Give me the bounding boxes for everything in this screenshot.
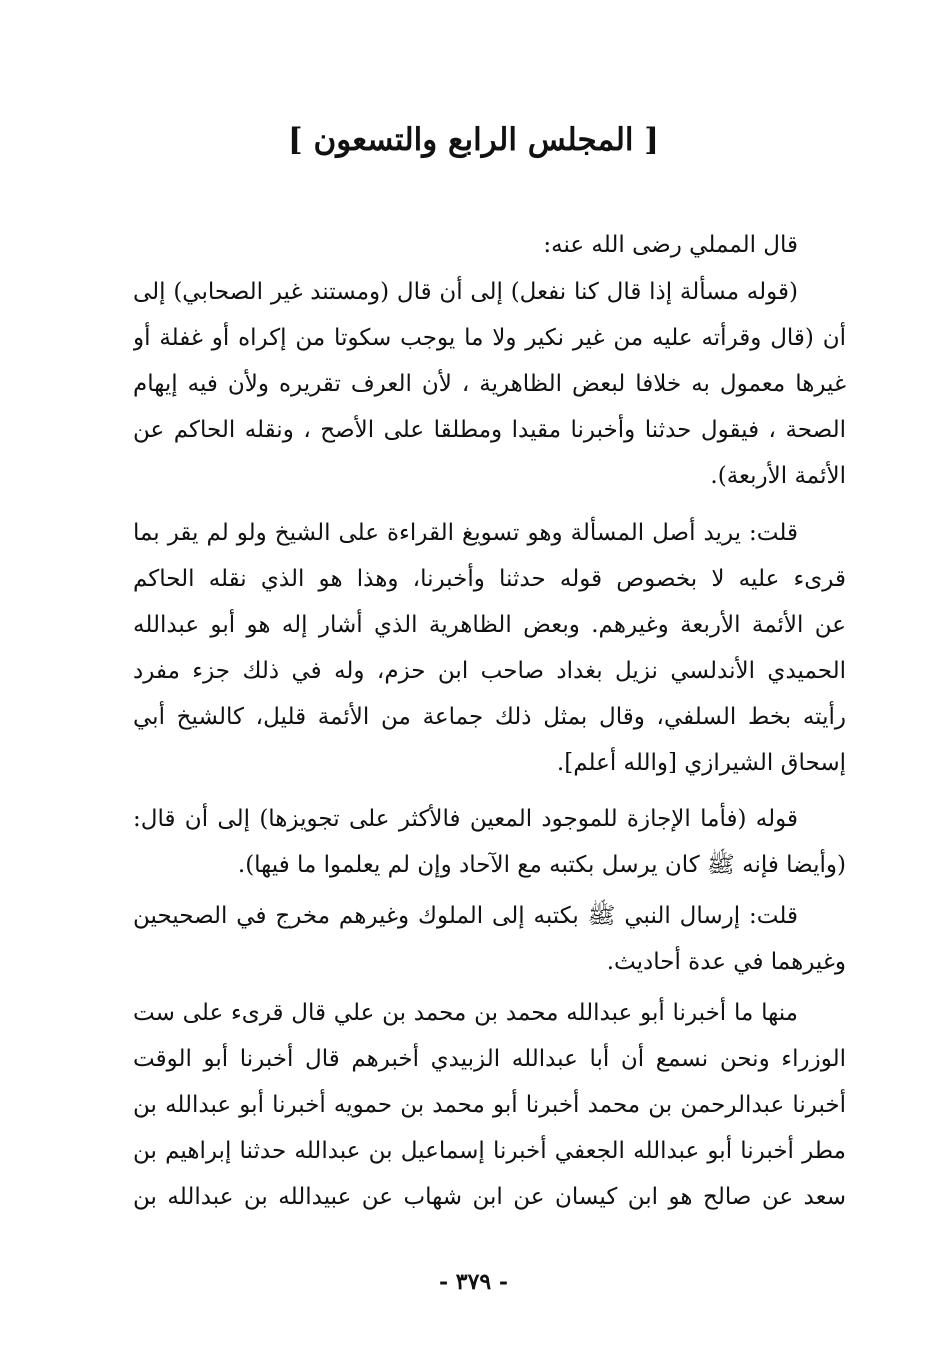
paragraph-commentary-2 <box>133 893 846 985</box>
text-line: الصحة ، فيقول حدثنا وأخبرنا مقيدا ومطلقا على الأصح ، ونقله الحاكم عن <box>133 417 846 443</box>
chapter-title: [ المجلس الرابع والتسعون ] <box>288 122 659 158</box>
text-line: منها ما أخبرنا أبو عبدالله محمد بن محمد بن علي قال قرىء على ست <box>133 1000 798 1026</box>
text-line: قرىء عليه لا بخصوص قوله حدثنا وأخبرنا، وهذا هو الذي نقله الحاكم <box>133 566 846 592</box>
text-line: قلت: إرسال النبي ﷺ بكتبه إلى الملوك وغيرهم مخرج في الصحيحين <box>133 903 798 929</box>
text-line: الحميدي الأندلسي نزيل بغداد صاحب ابن حزم، وله في ذلك جزء مفرد <box>133 658 846 684</box>
text-line: وغيرهما في عدة أحاديث. <box>606 949 846 975</box>
text-line: رأيته بخط السلفي، وقال بمثل ذلك جماعة من الأئمة قليل، كالشيخ أبي <box>133 704 846 730</box>
text-line: إسحاق الشيرازي [والله أعلم]. <box>556 750 846 776</box>
text-line: قال المملي رضى الله عنه: <box>543 232 798 258</box>
page-number: - ٣٧٩ - <box>438 1269 509 1295</box>
paragraph-hadith-chain <box>133 990 846 1220</box>
text-line: (وأيضا فإنه ﷺ كان يرسل بكتبه مع الآحاد وإن لم يعلموا ما فيها). <box>237 852 846 878</box>
text-line: مطر أخبرنا أبو عبدالله الجعفي أخبرنا إسماعيل بن عبدالله حدثنا إبراهيم بن <box>133 1138 846 1164</box>
text-line: أن (قال وقرأته عليه من غير نكير ولا ما يوجب سكوتا من إكراه أو غفلة أو <box>133 325 846 351</box>
paragraph-quote-2 <box>133 796 846 888</box>
text-line: قوله (فأما الإجازة للموجود المعين فالأكثر على تجويزها) إلى أن قال: <box>133 806 798 832</box>
paragraph-intro <box>133 222 846 268</box>
text-line: عن الأئمة الأربعة وغيرهم. وبعض الظاهرية الذي أشار إله هو أبو عبدالله <box>133 612 846 638</box>
paragraph-quote-1 <box>133 269 846 499</box>
text-line: غيرها معمول به خلافا لبعض الظاهرية ، لأن العرف تقريره ولأن فيه إيهام <box>133 371 846 397</box>
text-line: الأئمة الأربعة). <box>710 463 846 489</box>
text-line: أخبرنا عبدالرحمن بن محمد أخبرنا أبو محمد بن حمويه أخبرنا أبو عبدالله بن <box>133 1092 846 1118</box>
text-line: (قوله مسألة إذا قال كنا نفعل) إلى أن قال (ومستند غير الصحابي) إلى <box>133 279 798 305</box>
text-line: سعد عن صالح هو ابن كيسان عن ابن شهاب عن عبيدالله بن عبدالله بن <box>133 1184 846 1210</box>
text-line: الوزراء ونحن نسمع أن أبا عبدالله الزبيدي أخبرهم قال أخبرنا أبو الوقت <box>133 1046 846 1072</box>
paragraph-commentary-1 <box>133 510 846 786</box>
text-line: قلت: يريد أصل المسألة وهو تسويغ القراءة على الشيخ ولو لم يقر بما <box>133 520 798 546</box>
